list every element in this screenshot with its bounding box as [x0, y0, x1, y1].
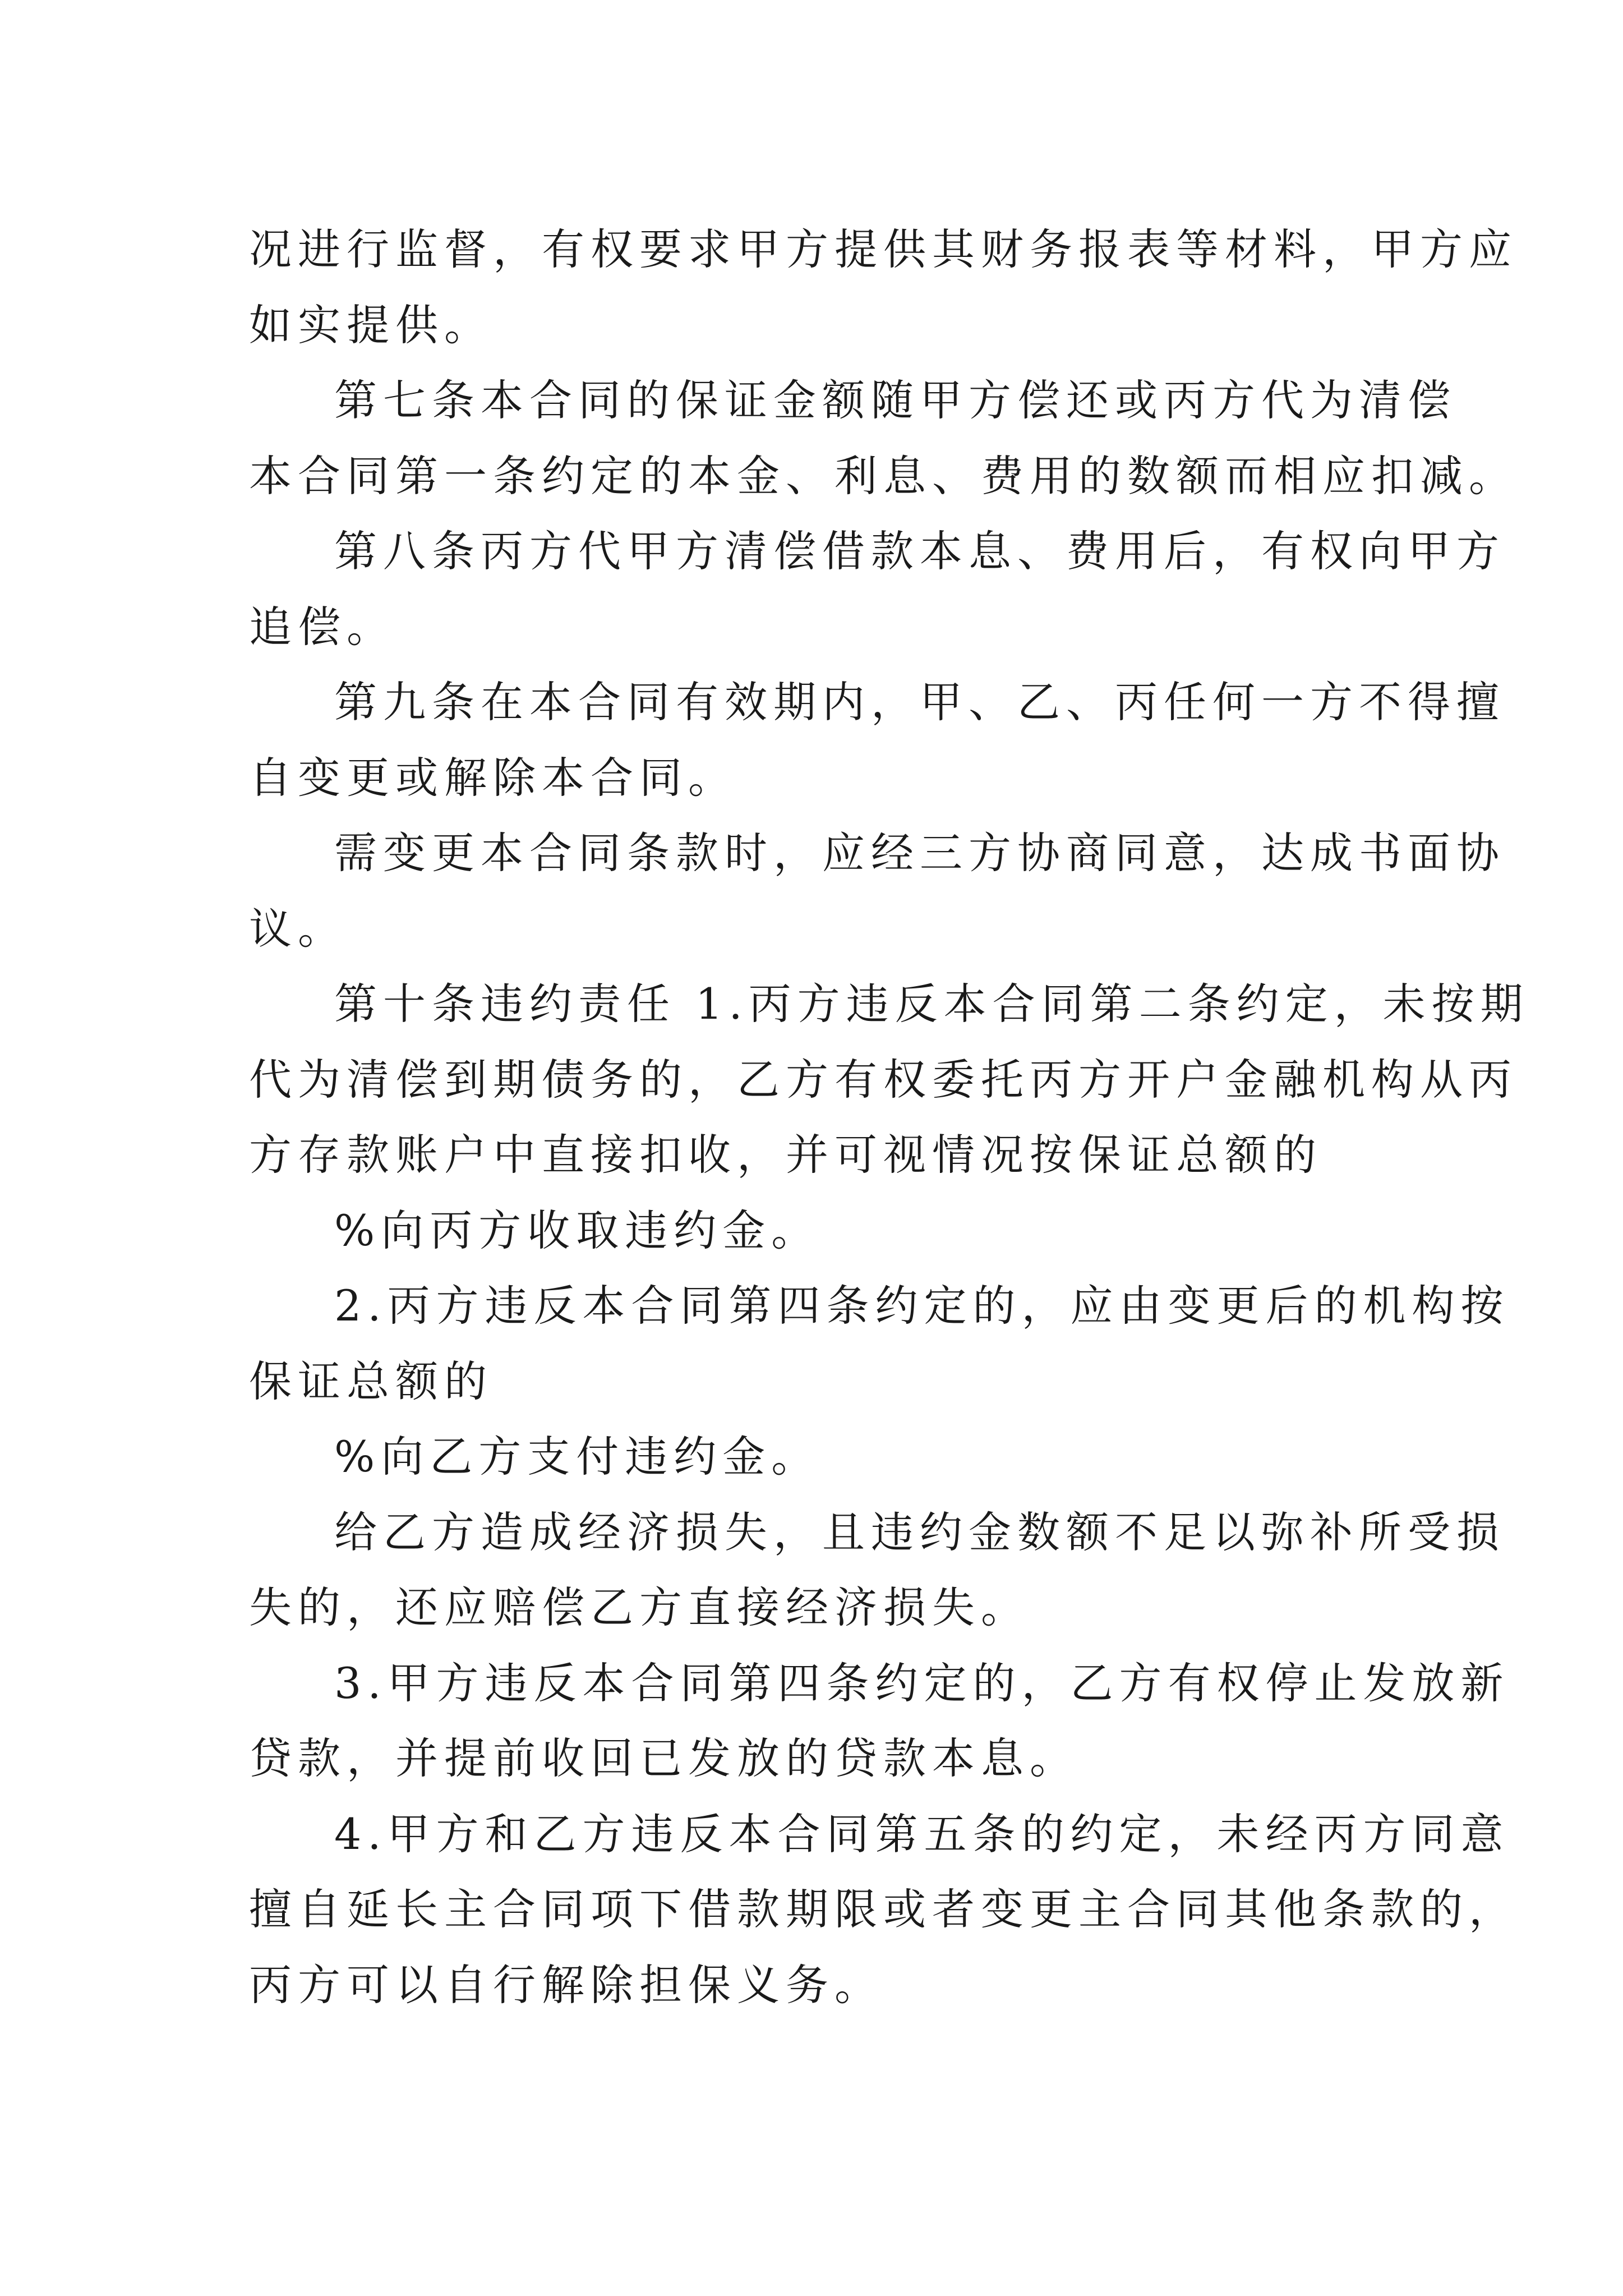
text-line: 擅自延长主合同项下借款期限或者变更主合同其他条款的，: [249, 1884, 1518, 1934]
text-line: 自变更或解除本合同。: [249, 752, 737, 803]
text-line: 保证总额的: [249, 1356, 493, 1406]
text-line: 贷款，并提前收回已发放的贷款本息。: [249, 1733, 1078, 1783]
text-line: 议。: [249, 903, 347, 954]
text-line: 方存款账户中直接扣收，并可视情况按保证总额的: [249, 1130, 1322, 1180]
article-nine-line: 第九条在本合同有效期内，甲、乙、丙任何一方不得擅: [334, 677, 1505, 727]
damages-line: 给乙方造成经济损失，且违约金数额不足以弥补所受损: [334, 1507, 1505, 1557]
clause-three-line: 3.甲方违反本合同第四条约定的，乙方有权停止发放新: [334, 1658, 1510, 1708]
contract-body-text: [249, 212, 1529, 2023]
penalty-percent-line: %向丙方收取违约金。: [334, 1205, 820, 1255]
text-line: 如实提供。: [249, 300, 493, 350]
text-line: 代为清偿到期债务的，乙方有权委托丙方开户金融机构从丙: [249, 1054, 1518, 1105]
article-eight-line: 第八条丙方代甲方清偿借款本息、费用后，有权向甲方: [334, 526, 1505, 576]
clause-four-line: 4.甲方和乙方违反本合同第五条的约定，未经丙方同意: [334, 1809, 1510, 1859]
clause-two-line: 2.丙方违反本合同第四条约定的，应由变更后的机构按: [334, 1281, 1510, 1331]
penalty-percent-line: %向乙方支付违约金。: [334, 1432, 820, 1481]
article-seven-line: 第七条本合同的保证金额随甲方偿还或丙方代为清偿: [334, 375, 1456, 425]
text-line: 本合同第一条约定的本金、利息、费用的数额而相应扣减。: [249, 450, 1518, 501]
amendment-line: 需变更本合同条款时，应经三方协商同意，达成书面协: [334, 828, 1505, 878]
text-line: 况进行监督，有权要求甲方提供其财务报表等材料，甲方应: [249, 224, 1518, 274]
text-line: 追偿。: [249, 601, 395, 652]
article-ten-line: 第十条违约责任 1.丙方违反本合同第二条约定，未按期: [334, 979, 1529, 1029]
text-line: 丙方可以自行解除担保义务。: [249, 1959, 883, 2010]
text-line: 失的，还应赔偿乙方直接经济损失。: [249, 1582, 1030, 1632]
